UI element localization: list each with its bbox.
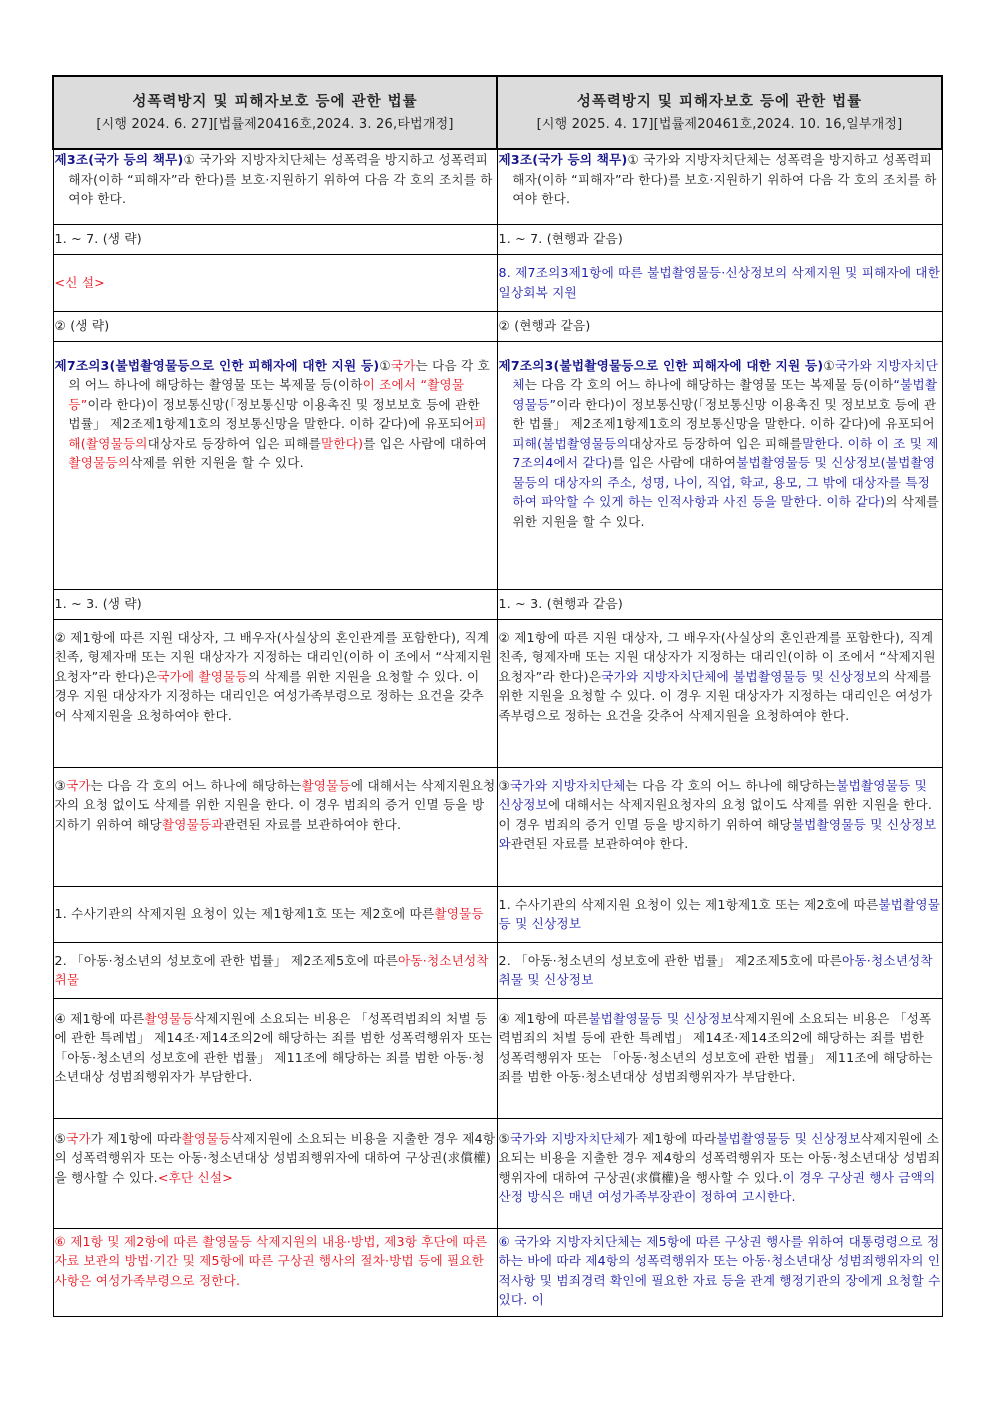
new-7-3-paragraph-4 [497, 998, 942, 1118]
new-item-8 [497, 254, 942, 311]
changed-text: 국가 [66, 777, 91, 793]
old-7-3-paragraph-6-text: ⑥ 제1항 및 제2항에 따른 촬영물등 삭제지원의 내용·방법, 제3항 후단에 따른 자료 보관의 방법·기간 및 제5항에 따른 구상권 행사의 절차·방법 등에 필요한 사항은 여성가족부령으로 정한다. [54, 1233, 488, 1288]
changed-text: 촬영물등 [434, 906, 484, 922]
text-run: 의 삭제를 위한 지원을 요청할 수 있다. 이 경우 지원 대상자가 지정하는 대리인은 여성가족부령으로 정하는 요건을 갖추어 삭제지원을 요청하여야 한다. [498, 668, 933, 723]
changed-text: 국가와 지방자치단체 [510, 1130, 626, 1146]
table-row [53, 589, 942, 619]
changed-text: 이 경우 구상권 행사 금액의 산정 방식은 매년 여성가족부장관이 정하여 고시한다. [498, 1169, 936, 1204]
new-7-3-paragraph-6 [497, 1228, 942, 1316]
table-row [53, 341, 942, 589]
text-run: 는 다음 각 호의 어느 하나에 해당하는 [625, 777, 837, 793]
changed-text: 불법촬영물등 및 신상정보 [498, 896, 941, 931]
changed-text: 피해(촬영물등의 [68, 416, 487, 451]
header-old-law [53, 76, 497, 149]
changed-text: 국가 [66, 1130, 91, 1146]
new-7-3-paragraph-5 [497, 1118, 942, 1228]
new-article-7-3 [497, 341, 942, 589]
new-law-title: 성폭력방지 및 피해자보호 등에 관한 법률 [576, 93, 863, 110]
text-run: 2. 「아동·청소년의 성보호에 관한 법률」 제2조제5호에 따른 [498, 952, 843, 968]
text-run: 관련된 자료를 보관하여야 한다. [223, 816, 402, 832]
new-paragraph-2: ② (현행과 같음) [497, 311, 942, 341]
text-run: 이라 한다)이 정보통신망(「정보통신망 이용촉진 및 정보보호 등에 관한 법률」 제2조제1항제1호의 정보통신망을 말한다. 이하 같다)에 유포되어 [68, 396, 480, 431]
old-7-3-paragraph-3 [53, 767, 497, 886]
new-insertion-marker: <신 설> [54, 274, 105, 290]
changed-text: 불법촬영물등 및 신상정보 [716, 1130, 861, 1146]
new-7-3-paragraph-2 [497, 619, 942, 767]
new-article-3-heading: 제3조(국가 등의 책무) [498, 152, 628, 167]
table-row [53, 886, 942, 942]
table-row [53, 149, 942, 224]
old-paragraph-2: ② (생 략) [53, 311, 497, 341]
text-run: 2. 「아동·청소년의 성보호에 관한 법률」 제2조제5호에 따른 [54, 952, 399, 968]
changed-text: 불법촬영물등 및 신상정보 [498, 777, 927, 812]
new-7-3-3-item-2 [497, 942, 942, 998]
text-run: 삭제지원에 소요되는 비용은 「성폭력범죄의 처벌 등에 관한 특례법」 제14조·제14조의2에 해당하는 죄를 범한 성폭력행위자 또는 「아동·청소년의 성보호에 관한 법률」 제11조에 해당하는 죄를 범한 아동·청소년대상 성범죄행위자가 부담한다. [54, 1010, 493, 1084]
changed-text: 불법촬영물등 및 신상정보(불법촬영물등의 대상자의 주소, 성명, 나이, 직업, 학교, 용모, 그 밖에 대상자를 특정하여 파악할 수 있게 하는 인적사항과 사진 등을 말한다. 이하 같다) [512, 455, 936, 509]
text-run: 삭제지원에 소요되는 비용은 「성폭력범죄의 처벌 등에 관한 특례법」 제14조·제14조의2에 해당하는 죄를 범한 성폭력행위자 또는 「아동·청소년의 성보호에 관한 법률」 제11조에 해당하는 죄를 범한 아동·청소년대상 성범죄행위자가 부담한다. [498, 1010, 933, 1084]
changed-text: 불법촬영물등 및 신상정보와 [498, 816, 937, 851]
changed-text: 이 조에서 “촬영물등” [68, 377, 465, 412]
header-new-law [497, 76, 942, 149]
changed-text: 촬영물등 [181, 1130, 232, 1146]
new-article-3 [497, 149, 942, 224]
text-run: ① [823, 357, 835, 373]
text-run: 관련된 자료를 보관하여야 한다. [510, 836, 689, 851]
new-article-7-3-heading: 제7조의3(불법촬영물등으로 인한 피해자에 대한 지원 등) [498, 357, 824, 373]
new-items-1-7: 1. ~ 7. (현행과 같음) [497, 224, 942, 254]
changed-text: 피해(불법촬영물등의 [512, 435, 629, 451]
table-row [53, 998, 942, 1118]
text-run: ② 제1항에 따른 지원 대상자, 그 배우자(사실상의 혼인관계를 포함한다), 직계친족, 형제자매 또는 지원 대상자가 지정하는 대리인(이하 이 조에서 “삭제지원요청자”라 한다)은 [498, 629, 936, 684]
text-run: 1. 수사기관의 삭제지원 요청이 있는 제1항제1호 또는 제2호에 따른 [54, 906, 435, 922]
changed-text: 말한다. 이하 이 조 및 제7조의4에서 같다) [512, 435, 939, 470]
text-run: 삭제지원에 소요되는 비용을 지출한 경우 제4항의 성폭력행위자 또는 아동·청소년대상 성범죄행위자에 대하여 구상권(求償權)을 행사할 수 있다. [498, 1130, 941, 1185]
old-article-3-body: ① 국가와 지방자치단체는 성폭력을 방지하고 성폭력피해자(이하 “피해자”라 한다)를 보호·지원하기 위하여 다음 각 호의 조치를 하여야 한다. [68, 152, 493, 206]
old-7-3-3-item-2 [53, 942, 497, 998]
table-row [53, 1228, 942, 1316]
text-run: 가 제1항에 따라 [90, 1130, 182, 1146]
table-row [53, 767, 942, 886]
changed-text: 말한다) [321, 435, 364, 451]
text-run: ④ 제1항에 따른 [498, 1010, 589, 1026]
new-article-3-body: ① 국가와 지방자치단체는 성폭력을 방지하고 성폭력피해자(이하 “피해자”라 한다)를 보호·지원하기 위하여 다음 각 호의 조치를 하여야 한다. [512, 152, 937, 206]
text-run: 1. 수사기관의 삭제지원 요청이 있는 제1항제1호 또는 제2호에 따른 [498, 896, 879, 912]
old-items-1-3: 1. ~ 3. (생 략) [53, 589, 497, 619]
text-run: 에 대해서는 삭제지원요청자의 요청 없이도 삭제를 위한 지원을 한다. 이 경우 범죄의 증거 인멸 등을 방지하기 위하여 해당 [54, 777, 496, 832]
text-run: 의 삭제를 위한 지원을 요청할 수 있다. 이 경우 지원 대상자가 지정하는 대리인은 여성가족부령으로 정하는 요건을 갖추어 삭제지원을 요청하여야 한다. [54, 668, 484, 723]
text-run: 대상자로 등장하여 입은 피해를 [628, 435, 803, 451]
text-run: ① [379, 357, 391, 373]
changed-text: 국가 [390, 357, 416, 373]
old-article-7-3-heading: 제7조의3(불법촬영물등으로 인한 피해자에 대한 지원 등) [54, 357, 380, 373]
changed-text: 국가와 지방자치단체에 불법촬영물등 및 신상정보 [601, 668, 878, 684]
table-row [53, 311, 942, 341]
old-7-3-paragraph-2 [53, 619, 497, 767]
text-run: 의 삭제를 위한 지원을 할 수 있다. [512, 494, 939, 529]
changed-text: 촬영물등의 [68, 455, 131, 470]
new-7-3-paragraph-6-text: ⑥ 국가와 지방자치단체는 제5항에 따른 구상권 행사를 위하여 대통령령으로 정하는 바에 따라 제4항의 성폭력행위자 또는 아동·청소년대상 성범죄행위자의 인적사항 및 범죄경력 확인에 필요한 자료 등을 관계 행정기관의 장에게 요청할 수 있다. 이 [498, 1233, 941, 1307]
changed-text: 촬영물등 [144, 1010, 194, 1026]
comparison-table [52, 75, 943, 1317]
text-run: 이라 한다)이 정보통신망(「정보통신망 이용촉진 및 정보보호 등에 관한 법률」 제2조제1항제1호의 정보통신망을 말한다. 이하 같다)에 유포되어 [512, 396, 937, 431]
text-run: 삭제지원에 소요되는 비용을 지출한 경우 제4항의 성폭력행위자 또는 아동·청소년대상 성범죄행위자에 대하여 구상권(求償權)을 행사할 수 있다. [54, 1130, 496, 1185]
text-run: 를 입은 사람에 대하여 [363, 435, 488, 451]
new-7-3-3-item-1 [497, 886, 942, 942]
old-article-3 [53, 149, 497, 224]
text-run: ⑤ [498, 1130, 510, 1146]
changed-text: 아동·청소년성착취물 [54, 952, 489, 987]
changed-text: 촬영물등 [301, 777, 351, 793]
text-run: 는 다음 각 호의 어느 하나에 해당하는 촬영물 또는 복제물 등(이하 [524, 377, 894, 392]
changed-text: 불법촬영물등 및 신상정보 [588, 1010, 733, 1026]
new-law-enforcement: [시행 2025. 4. 17][법률제20461호,2024. 10. 16,일부개정] [536, 116, 903, 132]
table-row [53, 224, 942, 254]
old-7-3-paragraph-4 [53, 998, 497, 1118]
table-row [53, 619, 942, 767]
text-run: 대상자로 등장하여 입은 피해를 [147, 435, 322, 451]
text-run: 에 대해서는 삭제지원요청자의 요청 없이도 삭제를 위한 지원을 한다. 이 경우 범죄의 증거 인멸 등을 방지하기 위하여 해당 [498, 797, 933, 832]
header-row [53, 76, 942, 149]
text-run: ② 제1항에 따른 지원 대상자, 그 배우자(사실상의 혼인관계를 포함한다), 직계친족, 형제자매 또는 지원 대상자가 지정하는 대리인(이하 이 조에서 “삭제지원요청자”라 한다)은 [54, 629, 492, 684]
new-7-3-paragraph-3 [497, 767, 942, 886]
changed-text: 아동·청소년성착취물 및 신상정보 [498, 952, 933, 987]
old-items-1-7: 1. ~ 7. (생 략) [53, 224, 497, 254]
table-row [53, 1118, 942, 1228]
old-article-3-heading: 제3조(국가 등의 책무) [54, 152, 184, 167]
changed-text: 촬영물등과 [161, 816, 224, 832]
table-row [53, 254, 942, 311]
text-run: ④ 제1항에 따른 [54, 1010, 145, 1026]
old-7-3-paragraph-6 [53, 1228, 497, 1316]
text-run: ③ [498, 777, 510, 793]
text-run: ⑤ [54, 1130, 66, 1146]
changed-text: 국가와 지방자치단체 [510, 777, 626, 793]
new-item-8-text: 8. 제7조의3제1항에 따른 불법촬영물등·신상정보의 삭제지원 및 피해자에 대한 일상회복 지원 [498, 265, 941, 300]
old-article-7-3 [53, 341, 497, 589]
text-run: 는 다음 각 호의 어느 하나에 해당하는 [90, 777, 302, 793]
text-run: ③ [54, 777, 66, 793]
text-run: 는 다음 각 호의 어느 하나에 해당하는 촬영물 또는 복제물 등(이하 [68, 357, 490, 392]
changed-text: 국가에 촬영물등 [157, 668, 248, 684]
old-7-3-3-item-1 [53, 886, 497, 942]
changed-text: “불법촬영물등” [512, 377, 938, 412]
new-items-1-3: 1. ~ 3. (현행과 같음) [497, 589, 942, 619]
changed-text: <후단 신설> [157, 1169, 234, 1185]
old-law-title: 성폭력방지 및 피해자보호 등에 관한 법률 [132, 93, 418, 110]
old-item-8 [53, 254, 497, 311]
table-row [53, 942, 942, 998]
text-run: 를 입은 사람에 대하여 [612, 455, 737, 470]
changed-text: 국가와 지방자치단체 [512, 357, 938, 392]
old-law-enforcement: [시행 2024. 6. 27][법률제20416호,2024. 3. 26,타법개정] [96, 116, 454, 132]
text-run: 삭제를 위한 지원을 할 수 있다. [130, 455, 304, 470]
text-run: 가 제1항에 따라 [625, 1130, 717, 1146]
old-7-3-paragraph-5 [53, 1118, 497, 1228]
